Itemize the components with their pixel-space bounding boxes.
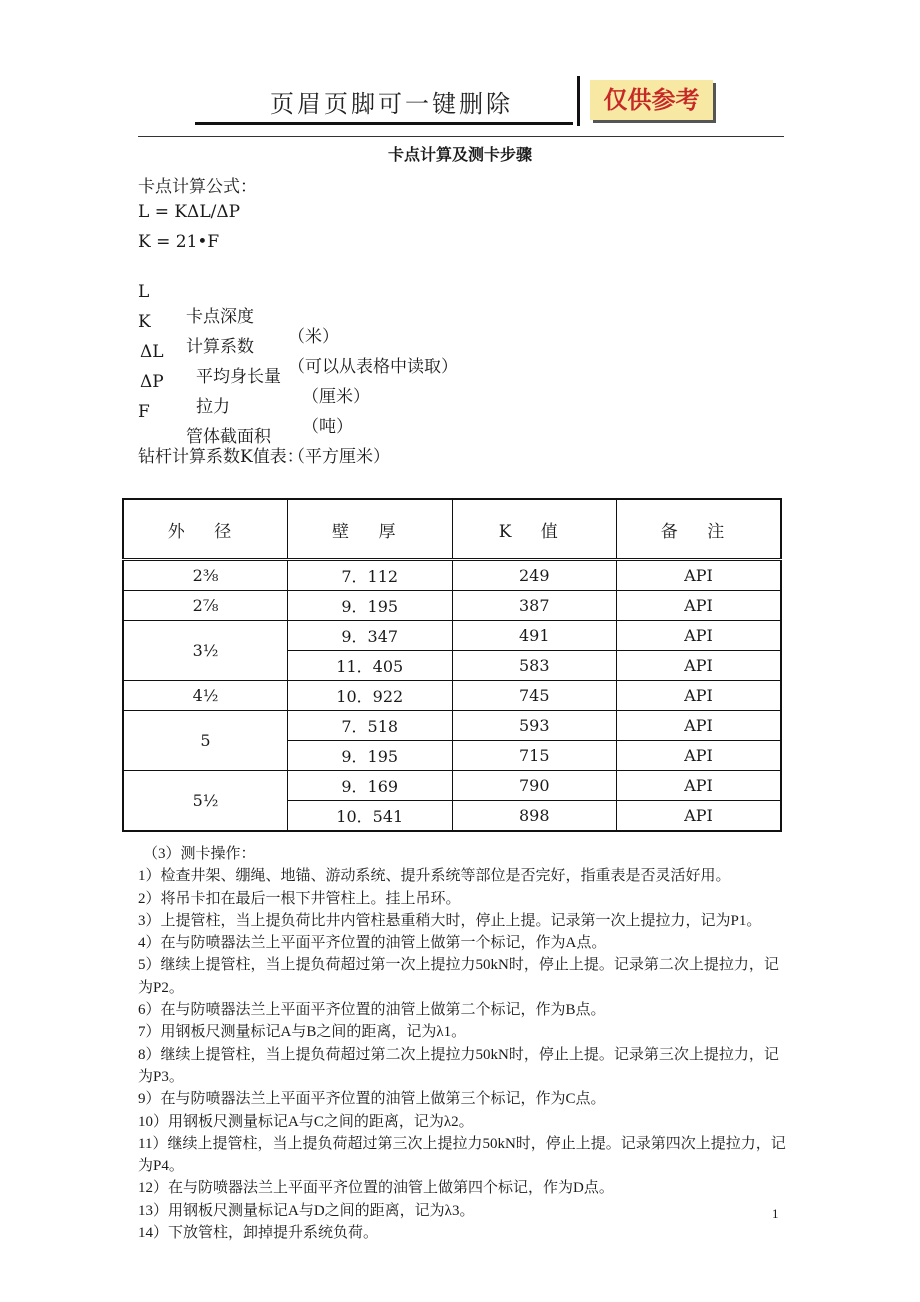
cell-remarks: API (617, 591, 782, 621)
definition-symbol: ΔL (140, 342, 164, 362)
cell-remarks: API (617, 771, 782, 801)
header-rule (138, 136, 784, 137)
cell-remarks: API (617, 621, 782, 651)
cell-remarks: API (617, 651, 782, 681)
cell-outer-diameter: 2⅞ (123, 591, 288, 621)
definition-unit: （吨） (302, 417, 353, 437)
k-value-table (122, 498, 782, 832)
step-item: 5）继续上提管柱，当上提负荷超过第一次上提拉力50kN时，停止上提。记录第二次上提拉力，记为P2。 (138, 957, 779, 996)
cell-wall-thickness: 11．405 (288, 651, 453, 681)
cell-outer-diameter: 4½ (123, 681, 288, 711)
cell-remarks: API (617, 681, 782, 711)
definition-unit: （平方厘米） (288, 447, 390, 467)
cell-outer-diameter: 3½ (123, 621, 288, 681)
step-heading: （3）测卡操作： (143, 846, 256, 862)
cell-wall-thickness: 9．169 (288, 771, 453, 801)
step-item: 14）下放管柱，卸掉提升系统负荷。 (138, 1225, 379, 1242)
cell-outer-diameter: 5½ (123, 771, 288, 832)
definition-unit: （厘米） (302, 387, 370, 407)
document-title: 卡点计算及测卡步骤 (387, 145, 532, 164)
cell-outer-diameter: 2⅜ (123, 560, 288, 591)
header-underline (195, 122, 573, 125)
cell-remarks: API (617, 741, 782, 771)
cell-k-value: 790 (452, 771, 617, 801)
definition-symbol: F (138, 402, 150, 422)
cell-k-value: 387 (452, 591, 617, 621)
step-item: 7）用钢板尺测量标记A与B之间的距离，记为λ1。 (138, 1024, 467, 1041)
cell-wall-thickness: 7．112 (288, 560, 453, 591)
header-k-value: K 值 (452, 499, 617, 560)
step-item: 12）在与防喷器法兰上平面平齐位置的油管上做第四个标记，作为D点。 (138, 1180, 614, 1197)
definition-symbol: L (138, 282, 150, 302)
cell-k-value: 715 (452, 741, 617, 771)
definition-symbol: ΔP (140, 372, 164, 392)
header-outer-diameter: 外 径 (123, 499, 288, 560)
cell-k-value: 593 (452, 711, 617, 741)
cell-k-value: 745 (452, 681, 617, 711)
header-divider (577, 76, 580, 126)
table-row (123, 771, 781, 801)
cell-k-value: 583 (452, 651, 617, 681)
cell-wall-thickness: 9．347 (288, 621, 453, 651)
cell-outer-diameter: 5 (123, 711, 288, 771)
formula-equation-2: K = 21•F (138, 232, 220, 252)
table-header-row (123, 499, 781, 560)
cell-k-value: 249 (452, 560, 617, 591)
definition-unit: （可以从表格中读取） (288, 357, 458, 377)
definition-name: 计算系数 (186, 337, 254, 357)
procedure-steps (138, 843, 788, 1244)
header-wall-thickness: 壁 厚 (288, 499, 453, 560)
header-remarks: 备 注 (617, 499, 782, 560)
definition-name: 卡点深度 (186, 307, 254, 327)
step-item: 9）在与防喷器法兰上平面平齐位置的油管上做第三个标记，作为C点。 (138, 1091, 606, 1108)
cell-remarks: API (617, 801, 782, 832)
definition-name: 管体截面积 (186, 427, 271, 447)
cell-wall-thickness: 10．922 (288, 681, 453, 711)
step-item: 11）继续上提管柱，当上提负荷超过第三次上提拉力50kN时，停止上提。记录第四次上提拉力，记为P4。 (138, 1135, 786, 1175)
cell-wall-thickness: 10．541 (288, 801, 453, 832)
definition-symbol: K (138, 312, 151, 332)
table-row (123, 621, 781, 651)
page-number: 1 (772, 1206, 779, 1221)
header-title: 页眉页脚可一键删除 (270, 90, 513, 118)
step-item: 8）继续上提管柱，当上提负荷超过第二次上提拉力50kN时，停止上提。记录第三次上提拉力，记为P3。 (138, 1046, 779, 1085)
step-item: 2）将吊卡扣在最后一根下井管柱上。挂上吊环。 (138, 890, 461, 907)
table-row (123, 681, 781, 711)
formula-equation-1: L = KΔL/ΔP (138, 202, 241, 222)
table-row (123, 560, 781, 591)
step-item: 4）在与防喷器法兰上平面平齐位置的油管上做第一个标记，作为A点。 (138, 935, 607, 952)
table-row (123, 711, 781, 741)
cell-remarks: API (617, 560, 782, 591)
step-item: 3）上提管柱，当上提负荷比井内管柱悬重稍大时，停止上提。记录第一次上提拉力，记为P1。 (138, 912, 762, 929)
cell-wall-thickness: 9．195 (288, 741, 453, 771)
definition-name: 平均身长量 (196, 367, 281, 387)
reference-stamp: 仅供参考 (590, 80, 713, 120)
cell-k-value: 491 (452, 621, 617, 651)
step-item: 6）在与防喷器法兰上平面平齐位置的油管上做第二个标记，作为B点。 (138, 1002, 606, 1019)
cell-wall-thickness: 9．195 (288, 591, 453, 621)
cell-k-value: 898 (452, 801, 617, 832)
formula-heading: 卡点计算公式： (138, 177, 257, 197)
cell-wall-thickness: 7．518 (288, 711, 453, 741)
step-item: 13）用钢板尺测量标记A与D之间的距离，记为λ3。 (138, 1202, 475, 1219)
definition-name: 拉力 (196, 397, 230, 417)
table-title: 钻杆计算系数K值表： (138, 447, 304, 467)
step-item: 10）用钢板尺测量标记A与C之间的距离，记为λ2。 (138, 1113, 474, 1130)
definition-unit: （米） (288, 327, 339, 347)
table-row (123, 591, 781, 621)
cell-remarks: API (617, 711, 782, 741)
step-item: 1）检查井架、绷绳、地锚、游动系统、提升系统等部位是否完好，指重表是否灵活好用。 (138, 868, 731, 885)
